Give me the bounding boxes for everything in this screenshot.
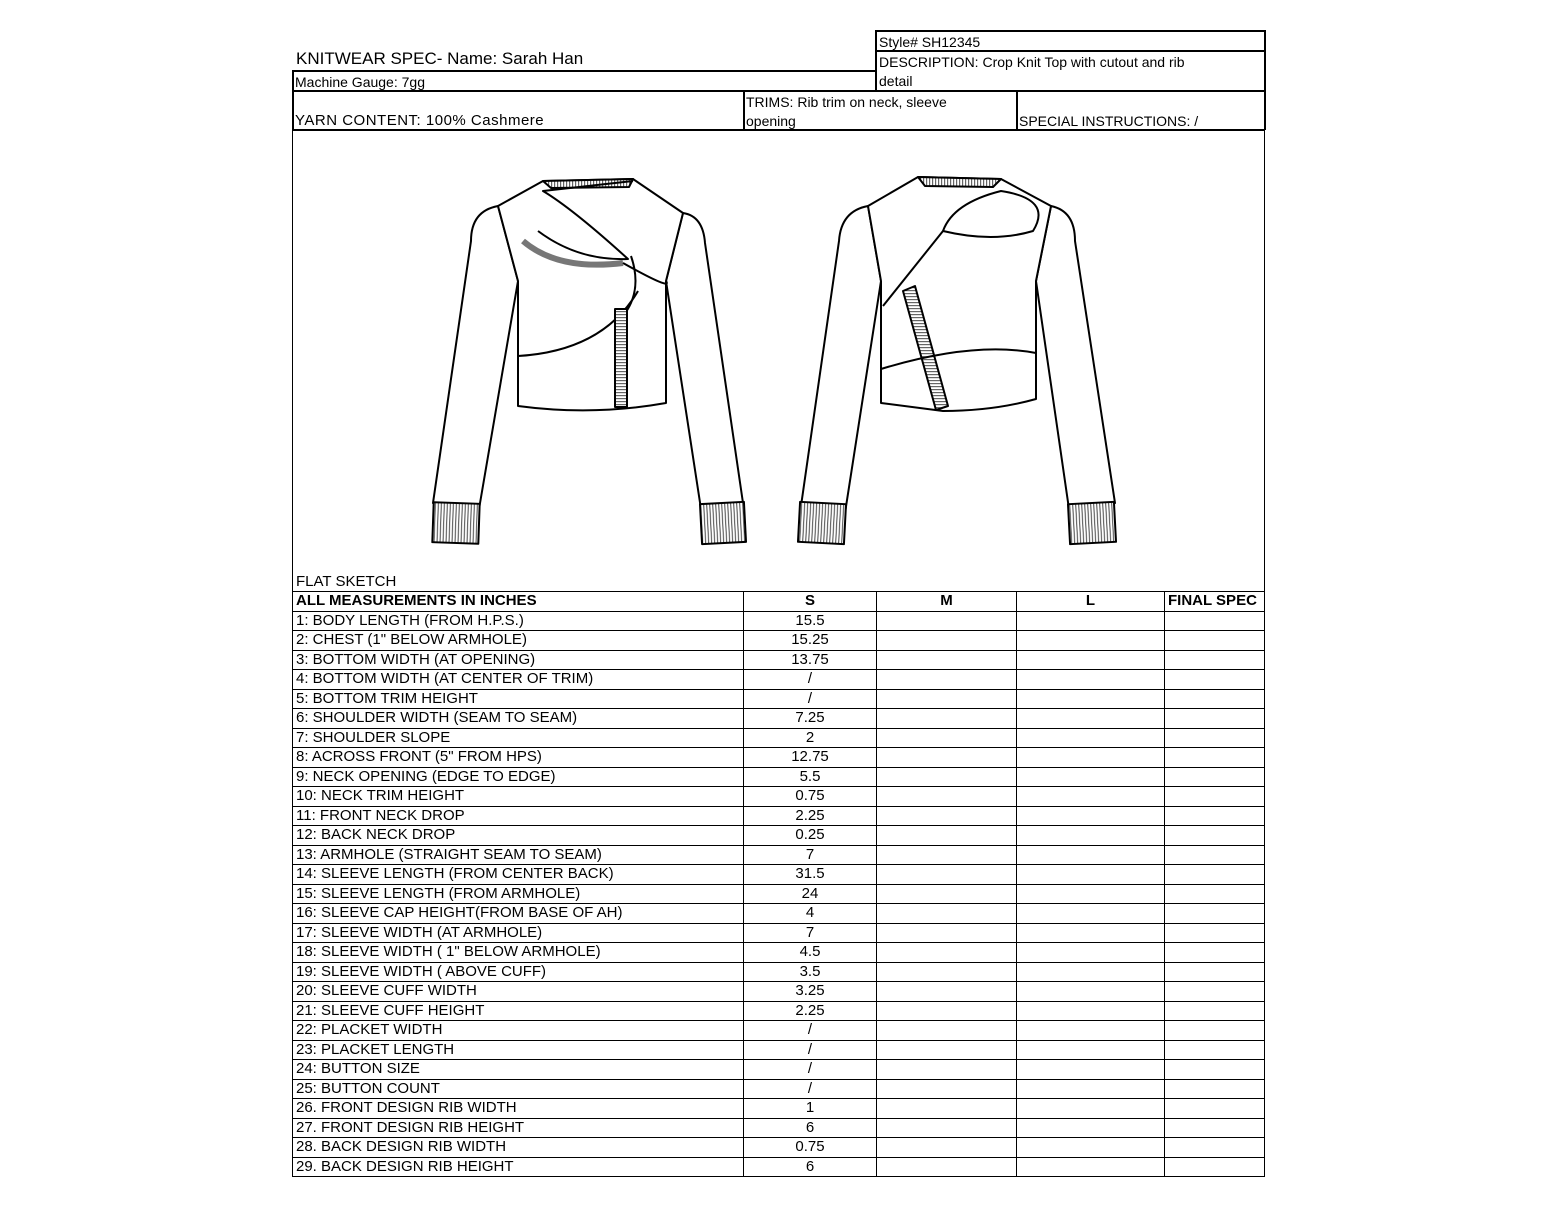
measurement-label: 21: SLEEVE CUFF HEIGHT — [293, 1001, 744, 1021]
header-left-border — [292, 70, 294, 130]
size-m-value — [877, 650, 1017, 670]
size-s-value: 0.75 — [744, 1138, 877, 1158]
measurement-label: 14: SLEEVE LENGTH (FROM CENTER BACK) — [293, 865, 744, 885]
size-m-value — [877, 1099, 1017, 1119]
measurement-label: 8: ACROSS FRONT (5" FROM HPS) — [293, 748, 744, 768]
size-s-value: / — [744, 1060, 877, 1080]
final-spec-value — [1165, 982, 1265, 1002]
final-spec-value — [1165, 689, 1265, 709]
size-s-value: 6 — [744, 1118, 877, 1138]
size-m-value — [877, 767, 1017, 787]
table-row — [293, 962, 1265, 982]
measurement-label: 6: SHOULDER WIDTH (SEAM TO SEAM) — [293, 709, 744, 729]
size-m-value — [877, 1138, 1017, 1158]
size-m-value — [877, 982, 1017, 1002]
size-l-value — [1017, 1157, 1165, 1177]
size-l-value — [1017, 845, 1165, 865]
table-row — [293, 1001, 1265, 1021]
measurement-label: 27. FRONT DESIGN RIB HEIGHT — [293, 1118, 744, 1138]
size-s-value: / — [744, 1021, 877, 1041]
table-row — [293, 884, 1265, 904]
size-m-value — [877, 826, 1017, 846]
final-spec-value — [1165, 1099, 1265, 1119]
measurement-label: 19: SLEEVE WIDTH ( ABOVE CUFF) — [293, 962, 744, 982]
table-row — [293, 943, 1265, 963]
front-view-sketch — [432, 179, 746, 544]
size-m-value — [877, 1001, 1017, 1021]
table-row — [293, 787, 1265, 807]
description-line2: detail — [879, 73, 913, 89]
column-header-m: M — [877, 592, 1017, 612]
size-s-value: / — [744, 670, 877, 690]
table-row — [293, 728, 1265, 748]
size-m-value — [877, 806, 1017, 826]
table-row — [293, 631, 1265, 651]
table-row — [293, 923, 1265, 943]
size-s-value: 7 — [744, 845, 877, 865]
size-s-value: / — [744, 1079, 877, 1099]
table-row — [293, 1099, 1265, 1119]
size-l-value — [1017, 1118, 1165, 1138]
table-header-row — [293, 592, 1265, 612]
final-spec-value — [1165, 650, 1265, 670]
final-spec-value — [1165, 826, 1265, 846]
measurement-label: 12: BACK NECK DROP — [293, 826, 744, 846]
final-spec-value — [1165, 787, 1265, 807]
measurement-label: 2: CHEST (1" BELOW ARMHOLE) — [293, 631, 744, 651]
measurement-label: 28. BACK DESIGN RIB WIDTH — [293, 1138, 744, 1158]
final-spec-value — [1165, 709, 1265, 729]
table-row — [293, 1060, 1265, 1080]
size-l-value — [1017, 787, 1165, 807]
size-s-value: 2.25 — [744, 1001, 877, 1021]
flat-sketch-panel — [292, 130, 1265, 592]
machine-gauge: Machine Gauge: 7gg — [295, 74, 425, 90]
table-row — [293, 1040, 1265, 1060]
final-spec-value — [1165, 884, 1265, 904]
size-m-value — [877, 1118, 1017, 1138]
column-header-final-spec: FINAL SPEC — [1165, 592, 1265, 612]
size-s-value: 12.75 — [744, 748, 877, 768]
measurement-label: 23: PLACKET LENGTH — [293, 1040, 744, 1060]
size-l-value — [1017, 943, 1165, 963]
final-spec-value — [1165, 1118, 1265, 1138]
table-row — [293, 982, 1265, 1002]
size-l-value — [1017, 923, 1165, 943]
final-spec-value — [1165, 1079, 1265, 1099]
table-row — [293, 1157, 1265, 1177]
table-row — [293, 748, 1265, 768]
size-l-value — [1017, 1021, 1165, 1041]
table-row — [293, 670, 1265, 690]
size-m-value — [877, 962, 1017, 982]
size-s-value: 4.5 — [744, 943, 877, 963]
flat-sketch-label: FLAT SKETCH — [296, 573, 397, 590]
measurement-label: 3: BOTTOM WIDTH (AT OPENING) — [293, 650, 744, 670]
final-spec-value — [1165, 943, 1265, 963]
measurement-label: 25: BUTTON COUNT — [293, 1079, 744, 1099]
measurement-label: 15: SLEEVE LENGTH (FROM ARMHOLE) — [293, 884, 744, 904]
size-l-value — [1017, 631, 1165, 651]
size-m-value — [877, 923, 1017, 943]
table-row — [293, 904, 1265, 924]
size-l-value — [1017, 982, 1165, 1002]
header-special-divider — [1016, 90, 1018, 130]
size-m-value — [877, 943, 1017, 963]
header-desc-divider — [875, 30, 877, 91]
final-spec-value — [1165, 631, 1265, 651]
table-row — [293, 709, 1265, 729]
column-header-l: L — [1017, 592, 1165, 612]
size-m-value — [877, 709, 1017, 729]
size-l-value — [1017, 904, 1165, 924]
size-s-value: 7 — [744, 923, 877, 943]
size-s-value: 2.25 — [744, 806, 877, 826]
table-row — [293, 767, 1265, 787]
size-m-value — [877, 670, 1017, 690]
size-l-value — [1017, 806, 1165, 826]
header-top-border — [875, 30, 1265, 32]
size-s-value: 4 — [744, 904, 877, 924]
size-m-value — [877, 631, 1017, 651]
table-row — [293, 1118, 1265, 1138]
final-spec-value — [1165, 767, 1265, 787]
size-l-value — [1017, 865, 1165, 885]
yarn-content: YARN CONTENT: 100% Cashmere — [295, 112, 545, 129]
size-m-value — [877, 748, 1017, 768]
special-instructions: SPECIAL INSTRUCTIONS: / — [1019, 113, 1199, 129]
size-l-value — [1017, 1079, 1165, 1099]
size-s-value: 3.25 — [744, 982, 877, 1002]
measurement-label: 5: BOTTOM TRIM HEIGHT — [293, 689, 744, 709]
trims-line2: opening — [746, 113, 796, 129]
measurement-label: 17: SLEEVE WIDTH (AT ARMHOLE) — [293, 923, 744, 943]
table-row — [293, 1021, 1265, 1041]
spec-title: KNITWEAR SPEC- Name: Sarah Han — [296, 49, 584, 68]
size-m-value — [877, 787, 1017, 807]
size-l-value — [1017, 884, 1165, 904]
size-s-value: / — [744, 689, 877, 709]
measurement-rows — [293, 611, 1265, 1177]
size-s-value: 7.25 — [744, 709, 877, 729]
final-spec-value — [1165, 748, 1265, 768]
measurement-label: 10: NECK TRIM HEIGHT — [293, 787, 744, 807]
size-l-value — [1017, 611, 1165, 631]
trims-line1: TRIMS: Rib trim on neck, sleeve — [746, 94, 947, 110]
final-spec-value — [1165, 904, 1265, 924]
final-spec-value — [1165, 670, 1265, 690]
table-row — [293, 1079, 1265, 1099]
size-s-value: 15.5 — [744, 611, 877, 631]
size-s-value: 2 — [744, 728, 877, 748]
size-m-value — [877, 611, 1017, 631]
size-m-value — [877, 728, 1017, 748]
size-m-value — [877, 865, 1017, 885]
measurement-label: 11: FRONT NECK DROP — [293, 806, 744, 826]
size-m-value — [877, 904, 1017, 924]
size-s-value: 5.5 — [744, 767, 877, 787]
measurement-label: 18: SLEEVE WIDTH ( 1" BELOW ARMHOLE) — [293, 943, 744, 963]
table-row — [293, 826, 1265, 846]
size-l-value — [1017, 709, 1165, 729]
size-l-value — [1017, 1099, 1165, 1119]
final-spec-value — [1165, 806, 1265, 826]
size-l-value — [1017, 728, 1165, 748]
final-spec-value — [1165, 728, 1265, 748]
measurement-label: 1: BODY LENGTH (FROM H.P.S.) — [293, 611, 744, 631]
size-m-value — [877, 1157, 1017, 1177]
measurement-label: 24: BUTTON SIZE — [293, 1060, 744, 1080]
measurement-label: 26. FRONT DESIGN RIB WIDTH — [293, 1099, 744, 1119]
size-l-value — [1017, 826, 1165, 846]
size-s-value: 24 — [744, 884, 877, 904]
measurement-label: 13: ARMHOLE (STRAIGHT SEAM TO SEAM) — [293, 845, 744, 865]
header-trims-divider — [743, 90, 745, 130]
measurement-label: 4: BOTTOM WIDTH (AT CENTER OF TRIM) — [293, 670, 744, 690]
flat-sketch-drawing — [293, 131, 1263, 591]
final-spec-value — [1165, 611, 1265, 631]
size-s-value: / — [744, 1040, 877, 1060]
table-row — [293, 611, 1265, 631]
size-l-value — [1017, 748, 1165, 768]
final-spec-value — [1165, 1021, 1265, 1041]
size-l-value — [1017, 670, 1165, 690]
measurement-label: 29. BACK DESIGN RIB HEIGHT — [293, 1157, 744, 1177]
size-s-value: 3.5 — [744, 962, 877, 982]
size-m-value — [877, 1040, 1017, 1060]
size-m-value — [877, 845, 1017, 865]
table-row — [293, 650, 1265, 670]
size-l-value — [1017, 1060, 1165, 1080]
size-s-value: 6 — [744, 1157, 877, 1177]
back-view-sketch — [798, 177, 1116, 544]
size-l-value — [1017, 767, 1165, 787]
table-row — [293, 865, 1265, 885]
size-m-value — [877, 1079, 1017, 1099]
table-row — [293, 845, 1265, 865]
size-m-value — [877, 884, 1017, 904]
measurement-label: 22: PLACKET WIDTH — [293, 1021, 744, 1041]
final-spec-value — [1165, 1157, 1265, 1177]
size-m-value — [877, 1060, 1017, 1080]
size-m-value — [877, 689, 1017, 709]
size-s-value: 1 — [744, 1099, 877, 1119]
size-l-value — [1017, 650, 1165, 670]
size-s-value: 31.5 — [744, 865, 877, 885]
size-l-value — [1017, 1040, 1165, 1060]
final-spec-value — [1165, 1060, 1265, 1080]
size-s-value: 13.75 — [744, 650, 877, 670]
header-gauge-border — [292, 90, 1265, 92]
final-spec-value — [1165, 865, 1265, 885]
final-spec-value — [1165, 1001, 1265, 1021]
size-s-value: 0.25 — [744, 826, 877, 846]
size-m-value — [877, 1021, 1017, 1041]
size-l-value — [1017, 689, 1165, 709]
final-spec-value — [1165, 845, 1265, 865]
final-spec-value — [1165, 1040, 1265, 1060]
size-l-value — [1017, 1138, 1165, 1158]
table-row — [293, 689, 1265, 709]
description-line1: DESCRIPTION: Crop Knit Top with cutout and rib — [879, 54, 1185, 70]
final-spec-value — [1165, 923, 1265, 943]
style-number: Style# SH12345 — [879, 34, 981, 50]
size-l-value — [1017, 1001, 1165, 1021]
final-spec-value — [1165, 1138, 1265, 1158]
size-l-value — [1017, 962, 1165, 982]
measurement-label: 20: SLEEVE CUFF WIDTH — [293, 982, 744, 1002]
measurement-label: 7: SHOULDER SLOPE — [293, 728, 744, 748]
size-s-value: 0.75 — [744, 787, 877, 807]
table-row — [293, 806, 1265, 826]
header-right-border — [1264, 30, 1266, 130]
column-header-measurement: ALL MEASUREMENTS IN INCHES — [293, 592, 744, 612]
size-s-value: 15.25 — [744, 631, 877, 651]
measurement-table — [292, 591, 1265, 1177]
header-title-border — [292, 70, 876, 72]
final-spec-value — [1165, 962, 1265, 982]
measurement-label: 16: SLEEVE CAP HEIGHT(FROM BASE OF AH) — [293, 904, 744, 924]
measurement-label: 9: NECK OPENING (EDGE TO EDGE) — [293, 767, 744, 787]
table-row — [293, 1138, 1265, 1158]
column-header-s: S — [744, 592, 877, 612]
